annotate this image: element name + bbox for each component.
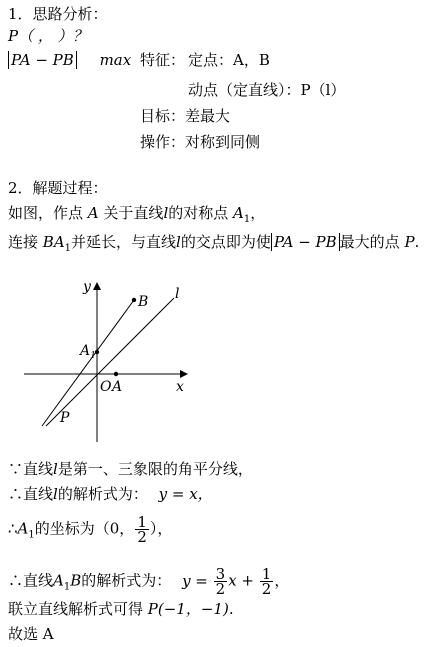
equation-x-plus: x + [228, 571, 254, 590]
denominator: 2 [215, 580, 226, 598]
text: ∵直线 [8, 460, 54, 478]
text: ， [250, 204, 266, 222]
equation-y: y = [182, 571, 208, 590]
text: . [228, 600, 234, 618]
solution-line-1 [8, 459, 253, 479]
moving-point: 动点（定直线）：P（l） [188, 81, 346, 99]
max-label: max [99, 51, 132, 69]
text: 联立直线解析式可得 [8, 600, 144, 618]
line-l: l [53, 460, 58, 478]
fraction-three-halves [214, 567, 228, 596]
numerator: 1 [261, 565, 272, 583]
text: 如图，作点 [8, 204, 84, 222]
subscript: 1 [243, 214, 251, 225]
fraction-one-half [260, 567, 274, 596]
solution-line-3 [8, 515, 172, 546]
x-axis-arrow [180, 370, 188, 378]
solution-line-5 [8, 599, 234, 619]
point-p-coords: P(−1，−1) [147, 600, 229, 618]
numerator: 1 [137, 513, 147, 531]
coordinate-figure [20, 276, 200, 448]
denominator: 2 [137, 528, 147, 546]
solution-line-2 [8, 484, 213, 504]
text: ∴直线 [8, 485, 54, 503]
label-a1 [78, 343, 96, 361]
fraction-one-half [135, 515, 149, 544]
subscript: 1 [63, 581, 71, 593]
text: 并延长，与直线 [71, 233, 177, 251]
text: ）， [149, 519, 173, 538]
feature-label: 特征： [140, 51, 186, 69]
text: 的对称点 [168, 204, 229, 222]
answer: 故选 A [8, 625, 54, 643]
text: 最大的点 [339, 233, 400, 251]
text: 关于直线 [103, 204, 164, 222]
point-p: P [404, 233, 415, 251]
section2-heading: 2．解题过程： [8, 179, 108, 197]
label-x: x [176, 379, 184, 395]
text: . [414, 233, 420, 251]
text: ∴ [8, 519, 18, 538]
section1-heading: 1．思路分析： [8, 5, 108, 23]
line-a1b [42, 300, 134, 426]
line-l: l [176, 233, 181, 251]
denominator: 2 [261, 580, 272, 598]
line-l [46, 298, 174, 426]
point-b-dot [132, 298, 136, 302]
label-y: y [83, 279, 91, 295]
operation: 操作：对称到同侧 [140, 133, 261, 151]
text: 连接 [8, 233, 39, 251]
text: 的解析式为： [57, 485, 148, 503]
subscript: 1 [64, 243, 72, 254]
fixed-points: 定点：A，B [188, 51, 270, 69]
label-a1-sub: 1 [90, 351, 96, 361]
point-a1: A [17, 519, 29, 538]
label-p: P [60, 410, 70, 426]
abs-pa-pb: PA − PB [271, 233, 340, 251]
abs-pa-pb: PA − PB [8, 51, 77, 69]
label-o: O [100, 379, 112, 395]
numerator: 3 [215, 565, 226, 583]
point-a-dot [114, 372, 118, 376]
segment-ba1: BA [42, 233, 65, 251]
text: 是第一、三象限的角平分线， [57, 460, 253, 478]
text: 的坐标为（0， [34, 519, 135, 538]
text: 的交点即为使 [180, 233, 271, 251]
label-b: B [138, 294, 149, 310]
point-a: A [87, 204, 99, 222]
point-b: B [70, 571, 82, 590]
label-a1-main: A [80, 343, 91, 359]
subscript: 1 [28, 529, 35, 541]
expression-row [8, 50, 131, 70]
point-p-unknown: P（ ， ）？ [8, 27, 88, 45]
text: ， [274, 571, 290, 590]
process-line-2 [8, 232, 419, 259]
label-a: A [112, 379, 123, 395]
text: 的解析式为： [81, 571, 172, 590]
y-axis-arrow [93, 282, 101, 290]
goal: 目标：差最大 [140, 107, 231, 125]
solution-line-4 [8, 567, 289, 598]
line-l: l [53, 485, 58, 503]
label-l: l [175, 286, 180, 302]
line-l: l [163, 204, 169, 222]
point-a1: A [53, 571, 64, 590]
point-a1: A [233, 204, 244, 222]
process-line-1 [8, 203, 265, 230]
equation-y-x: y = x， [158, 485, 213, 503]
text: ∴直线 [8, 571, 54, 590]
